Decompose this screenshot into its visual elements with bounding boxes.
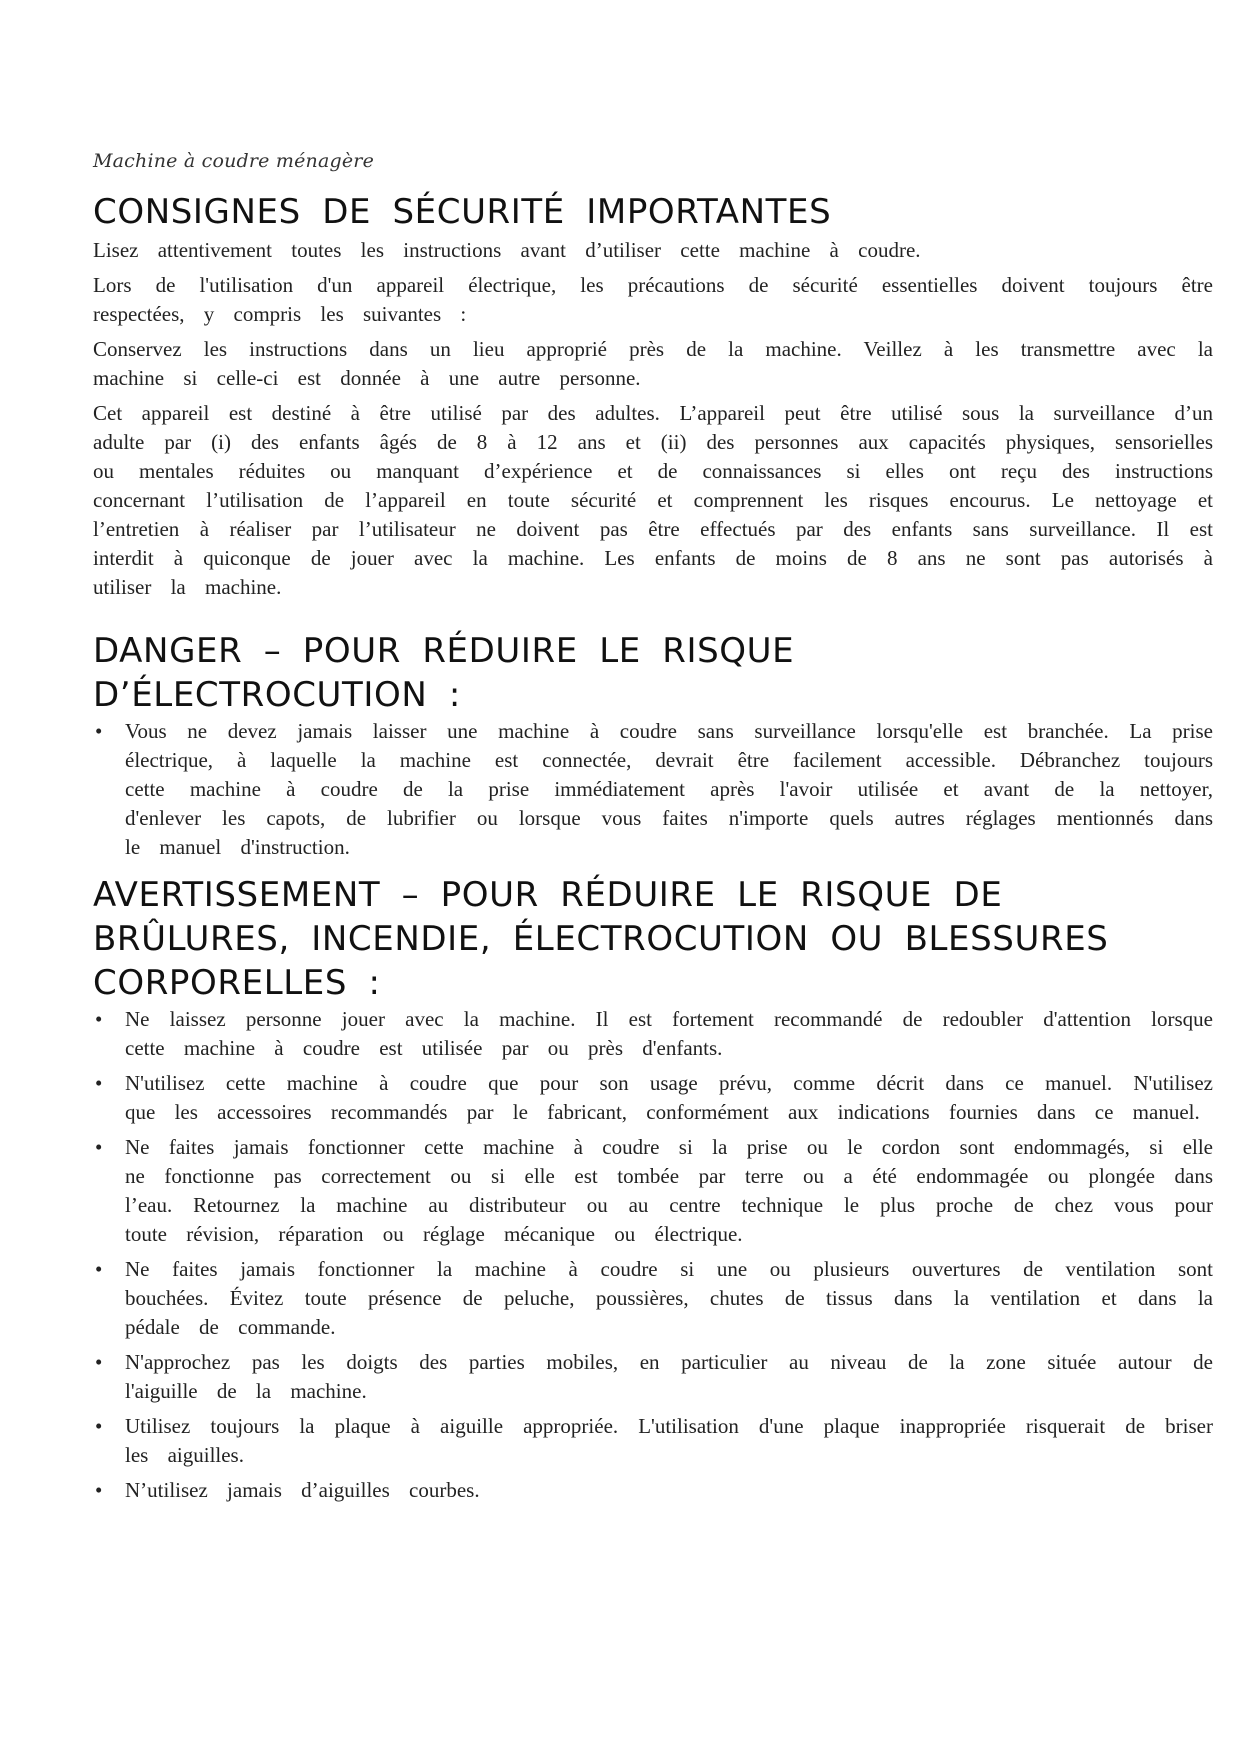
heading-danger [93, 629, 1213, 717]
heading-warning [93, 873, 1213, 1005]
list-item [93, 1255, 1213, 1342]
list-item [93, 1348, 1213, 1406]
list-item-text: Ne faites jamais fonctionner cette machine à coudre si la prise ou le cordon sont endommagés, si elle ne fonctionne pas correctement ou si elle est tombée par terre ou a été endommagée ou plongée dans l’eau. Retournez la machine au distributeur ou au centre technique le plus proche de chez vous pour toute révision, réparation ou réglage mécanique ou électrique. [125, 1135, 1213, 1246]
list-item [93, 1133, 1213, 1249]
intro-paragraph: Lisez attentivement toutes les instructions avant d’utiliser cette machine à coudre. [93, 238, 921, 262]
list-item-text: Utilisez toujours la plaque à aiguille appropriée. L'utilisation d'une plaque inappropriée risquerait de briser les aiguilles. [125, 1414, 1213, 1467]
bullet-icon: • [95, 1071, 103, 1095]
list-item [93, 1476, 1213, 1505]
intro-paragraph: Cet appareil est destiné à être utilisé par des adultes. L’appareil peut être utilisé sous la surveillance d’un adulte par (i) des enfants âgés de 8 à 12 ans et (ii) des personnes aux capacités physiques, sensorielles ou mentales réduites ou manquant d’expérience et de connaissances si elles ont reçu des instructions concernant l’utilisation de l’appareil en toute sécurité et comprennent les risques encourus. Le nettoyage et l’entretien à réaliser par l’utilisateur ne doivent pas être effectués par des enfants sans surveillance. Il est interdit à quiconque de jouer avec la machine. Les enfants de moins de 8 ans ne sont pas autorisés à utiliser la machine. [93, 401, 1213, 599]
section-safety-instructions [93, 190, 1213, 608]
list-item-text: N'utilisez cette machine à coudre que pour son usage prévu, comme décrit dans ce manuel. N'utilisez que les accessoires recommandés par le fabricant, conformément aux indications fournies dans ce manuel. [125, 1071, 1213, 1124]
heading-warning-line: BRÛLURES, INCENDIE, ÉLECTROCUTION OU BLESSURES [93, 919, 1109, 959]
document-subtitle: Machine à coudre ménagère [93, 150, 375, 172]
list-item [93, 717, 1213, 862]
list-item [93, 1069, 1213, 1127]
bullet-icon: • [95, 719, 103, 743]
bullet-icon: • [95, 1007, 103, 1031]
warning-list [93, 1005, 1213, 1505]
heading-warning-line: CORPORELLES : [93, 963, 381, 1003]
heading-danger-line: D’ÉLECTROCUTION : [93, 675, 461, 715]
heading-warning-line: AVERTISSEMENT – POUR RÉDUIRE LE RISQUE DE [93, 875, 1003, 915]
section-danger [93, 629, 1213, 868]
list-item-text: Ne faites jamais fonctionner la machine à coudre si une ou plusieurs ouvertures de ventilation sont bouchées. Évitez toute présence de peluche, poussières, chutes de tissus dans la ventilation et dans la pédale de commande. [125, 1257, 1213, 1339]
heading-danger-line: DANGER – POUR RÉDUIRE LE RISQUE [93, 631, 795, 671]
section-warning [93, 873, 1213, 1511]
list-item-text: N’utilisez jamais d’aiguilles courbes. [125, 1478, 480, 1502]
list-item [93, 1412, 1213, 1470]
bullet-icon: • [95, 1257, 103, 1281]
bullet-icon: • [95, 1350, 103, 1374]
bullet-icon: • [95, 1135, 103, 1159]
bullet-icon: • [95, 1478, 103, 1502]
heading-safety-instructions: CONSIGNES DE SÉCURITÉ IMPORTANTES [93, 192, 832, 232]
intro-paragraph: Conservez les instructions dans un lieu approprié près de la machine. Veillez à les transmettre avec la machine si celle-ci est donnée à une autre personne. [93, 337, 1213, 390]
danger-list [93, 717, 1213, 862]
list-item-text: N'approchez pas les doigts des parties mobiles, en particulier au niveau de la zone située autour de l'aiguille de la machine. [125, 1350, 1213, 1403]
intro-paragraph: Lors de l'utilisation d'un appareil électrique, les précautions de sécurité essentielles doivent toujours être respectées, y compris les suivantes : [93, 273, 1213, 326]
list-item-text: Vous ne devez jamais laisser une machine à coudre sans surveillance lorsqu'elle est branchée. La prise électrique, à laquelle la machine est connectée, devrait être facilement accessible. Débranchez toujours cette machine à coudre de la prise immédiatement après l'avoir utilisée et avant de la nettoyer, d'enlever les capots, de lubrifier ou lorsque vous faites n'importe quels autres réglages mentionnés dans le manuel d'instruction. [125, 719, 1213, 859]
bullet-icon: • [95, 1414, 103, 1438]
page-content [93, 0, 1213, 1754]
list-item-text: Ne laissez personne jouer avec la machine. Il est fortement recommandé de redoubler d'attention lorsque cette machine à coudre est utilisée par ou près d'enfants. [125, 1007, 1213, 1060]
list-item [93, 1005, 1213, 1063]
